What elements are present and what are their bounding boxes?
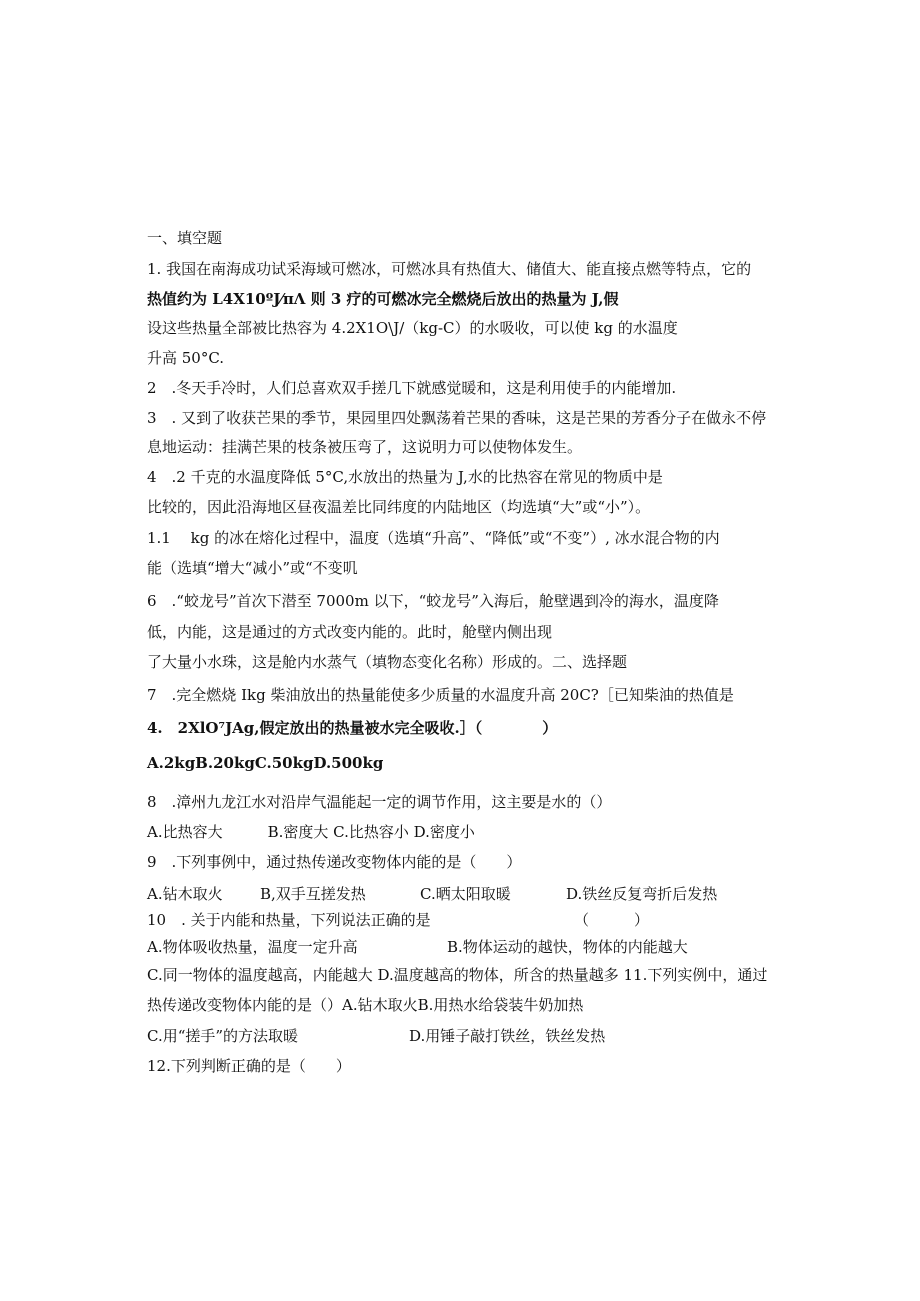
q9-stem: 9 .下列事例中，通过热传递改变物体内能的是（ ） — [147, 853, 522, 871]
q10-stem — [147, 910, 649, 930]
q10-options-ab — [147, 937, 688, 957]
q5-line-2: 能（选填“增大“减小”或“不变叽 — [147, 559, 358, 577]
q9-option-d: D.铁丝反复弯折后发热 — [566, 885, 718, 903]
section-title-fill-in: 一、填空题 — [147, 229, 223, 247]
q9-option-b: B,双手互搓发热 — [260, 885, 366, 903]
q6-line-2: 低，内能，这是通过的方式改变内能的。此时，舱壁内侧出现 — [147, 623, 553, 641]
q8-stem: 8 .漳州九龙江水对沿岸气温能起一定的调节作用，这主要是水的（） — [147, 793, 612, 811]
q9-option-c: C.晒太阳取暖 — [420, 885, 511, 903]
q10-options-cd: C.同一物体的温度越高，内能越大 D.温度越高的物体，所含的热量越多 11.下列实例中，通过 — [147, 966, 768, 984]
q6-line-3: 了大量小水珠，这是舱内水蒸气（填物态变化名称）形成的。二、选择题 — [147, 653, 628, 671]
q7-line-1: 7 .完全燃烧 Ikg 柴油放出的热量能使多少质量的水温度升高 20C?［已知柴油的热值是 — [147, 686, 734, 704]
q9-options — [147, 884, 717, 904]
q10-option-b: B.物体运动的越快，物体的内能越大 — [447, 938, 688, 956]
q3-line-2: 息地运动：挂满芒果的枝条被压弯了，这说明力可以使物体发生。 — [147, 438, 583, 456]
q1-line-1: 1. 我国在南海成功试采海域可燃冰，可燃冰具有热值大、储值大、能直接点燃等特点，它的 — [147, 260, 752, 278]
q4-line-2: 比较的，因此沿海地区昼夜温差比同纬度的内陆地区（均选填“大”或“小”）。 — [147, 498, 651, 516]
q9-option-a: A.钻木取火 — [147, 885, 223, 903]
q1-line-3: 设这些热量全部被比热容为 4.2X1O\J/（kg-C）的水吸收，可以使 kg 的水温度 — [147, 319, 678, 337]
q11-line-2: 热传递改变物体内能的是（）A.钻木取火B.用热水给袋装牛奶加热 — [147, 996, 584, 1014]
q12-stem: 12.下列判断正确的是（ ） — [147, 1057, 351, 1075]
q11-option-c: C.用“搓手”的方法取暖 — [147, 1027, 299, 1045]
q10-answer-paren: （ ） — [574, 911, 650, 929]
q8-options: A.比热容大 B.密度大 C.比热容小 D.密度小 — [147, 823, 475, 841]
q5-line-1: 1.1 kg 的冰在熔化过程中，温度（选填“升高”、“降低”或“不变”）, 冰水混合物的内 — [147, 529, 720, 547]
q2-line: 2 .冬天手冷时，人们总喜欢双手搓几下就感觉暖和，这是利用使手的内能增加. — [147, 379, 677, 397]
q10-option-a: A.物体吸收热量，温度一定升高 — [147, 938, 358, 956]
q11-option-d: D.用锤子敲打铁丝，铁丝发热 — [409, 1027, 606, 1045]
q1-line-4: 升高 50°C. — [147, 349, 225, 367]
q10-stem-text: 10 . 关于内能和热量，下列说法正确的是 — [147, 911, 431, 929]
q3-line-1: 3 . 又到了收获芒果的季节，果园里四处飘荡着芒果的香味，这是芒果的芳香分子在做永不停 — [147, 409, 767, 427]
q7-options: A.2kgB.20kgC.50kgD.500kg — [147, 754, 384, 772]
q1-line-2: 热值约为 L4X10ºJ⁄πΛ 则 3 疗的可燃冰完全燃烧后放出的热量为 J,假 — [147, 290, 619, 308]
q6-line-1: 6 .“蛟龙号”首次下潜至 7000m 以下，“蛟龙号”入海后，舱壁遇到冷的海水，温度降 — [147, 592, 719, 610]
q4-line-1: 4 .2 千克的水温度降低 5°C,水放出的热量为 J,水的比热容在常见的物质中是 — [147, 468, 663, 486]
q7-line-2: 4. 2XlO⁷JAg,假定放出的热量被水完全吸收.］（ ） — [147, 719, 558, 737]
q11-options-cd — [147, 1026, 605, 1046]
